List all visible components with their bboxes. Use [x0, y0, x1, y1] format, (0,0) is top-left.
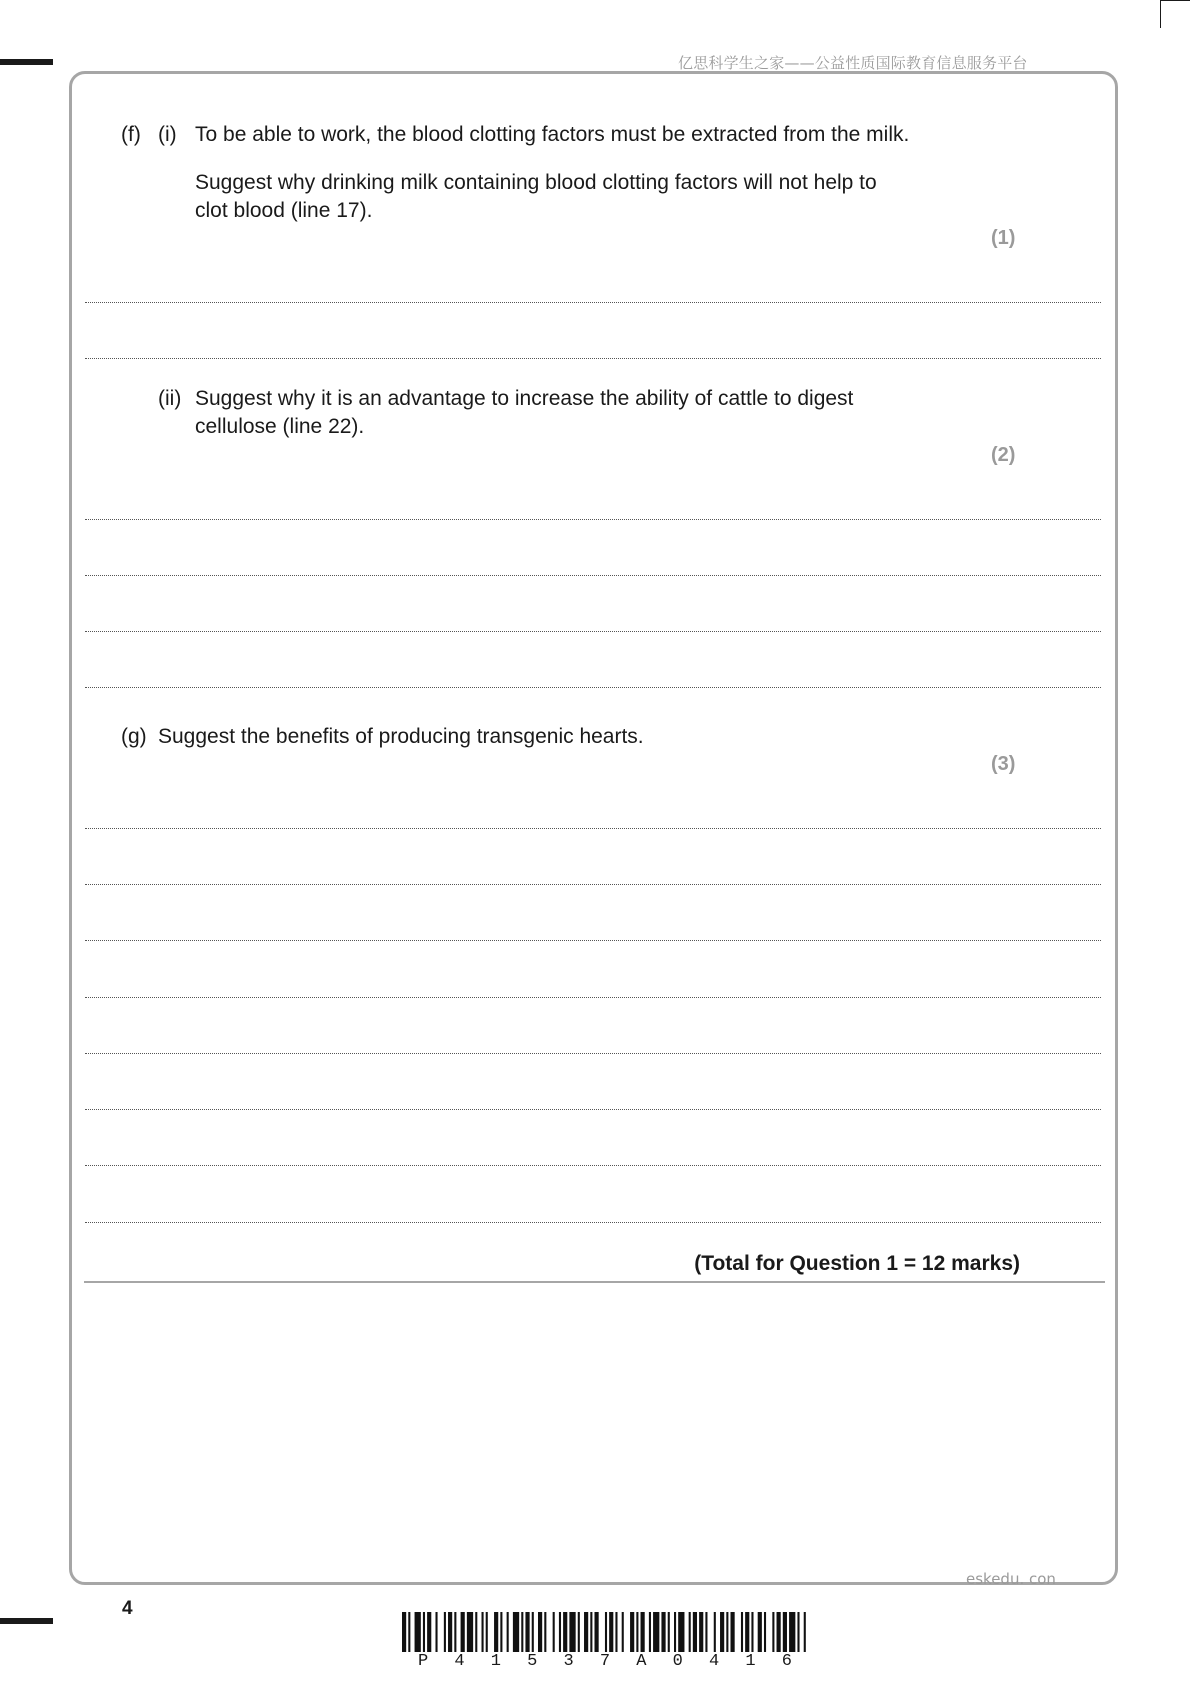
- barcode-char: 0: [672, 1652, 683, 1671]
- barcode-char: 5: [527, 1652, 538, 1671]
- answer-line[interactable]: [85, 1165, 1101, 1166]
- question-g-label: (g): [121, 725, 147, 748]
- footer-watermark: eskedu. con: [966, 1570, 1056, 1588]
- registration-mark-bottom-left: [0, 1618, 53, 1624]
- answer-line[interactable]: [85, 519, 1101, 520]
- barcode: [402, 1612, 810, 1652]
- question-g-text: Suggest the benefits of producing transgenic hearts.: [158, 725, 644, 748]
- registration-mark-top-right-h: [1160, 0, 1190, 1]
- barcode-char: 6: [781, 1652, 792, 1671]
- header-watermark: 亿思科学生之家——公益性质国际教育信息服务平台: [678, 54, 1028, 72]
- answer-line[interactable]: [85, 884, 1101, 885]
- answer-line[interactable]: [85, 828, 1101, 829]
- question-f-i-marks: (1): [991, 227, 1016, 249]
- question-f-i-label: (i): [158, 123, 177, 146]
- registration-mark-top-left: [0, 59, 53, 65]
- barcode-char: 4: [454, 1652, 465, 1671]
- question-f-i-text-2: Suggest why drinking milk containing blood clotting factors will not help to: [195, 171, 877, 194]
- question-g-marks: (3): [991, 753, 1016, 775]
- answer-line[interactable]: [85, 1222, 1101, 1223]
- page-number: 4: [122, 1598, 133, 1619]
- answer-line[interactable]: [85, 940, 1101, 941]
- answer-line[interactable]: [85, 631, 1101, 632]
- question-f-ii-text-2: cellulose (line 22).: [195, 415, 365, 438]
- total-divider: [84, 1281, 1105, 1283]
- barcode-char: 3: [563, 1652, 574, 1671]
- answer-line[interactable]: [85, 358, 1101, 359]
- question-f-ii-label: (ii): [158, 387, 182, 410]
- barcode-text: [418, 1652, 792, 1671]
- answer-line[interactable]: [85, 1053, 1101, 1054]
- question-f-label: (f): [121, 123, 141, 146]
- barcode-char: 4: [709, 1652, 720, 1671]
- barcode-char: 1: [490, 1652, 501, 1671]
- barcode-char: 1: [745, 1652, 756, 1671]
- answer-line[interactable]: [85, 575, 1101, 576]
- question-f-ii-text-1: Suggest why it is an advantage to increase the ability of cattle to digest: [195, 387, 854, 410]
- answer-line[interactable]: [85, 687, 1101, 688]
- barcode-char: A: [636, 1652, 647, 1671]
- question-f-i-text-3: clot blood (line 17).: [195, 199, 373, 222]
- barcode-char: 7: [599, 1652, 611, 1671]
- question-f-ii-marks: (2): [991, 444, 1016, 466]
- registration-mark-top-right-v: [1160, 0, 1161, 28]
- answer-line[interactable]: [85, 302, 1101, 303]
- answer-line[interactable]: [85, 1109, 1101, 1110]
- barcode-char: P: [418, 1652, 429, 1671]
- question-f-i-text-1: To be able to work, the blood clotting factors must be extracted from the milk.: [195, 123, 910, 146]
- answer-line[interactable]: [85, 997, 1101, 998]
- question-total: (Total for Question 1 = 12 marks): [694, 1252, 1020, 1275]
